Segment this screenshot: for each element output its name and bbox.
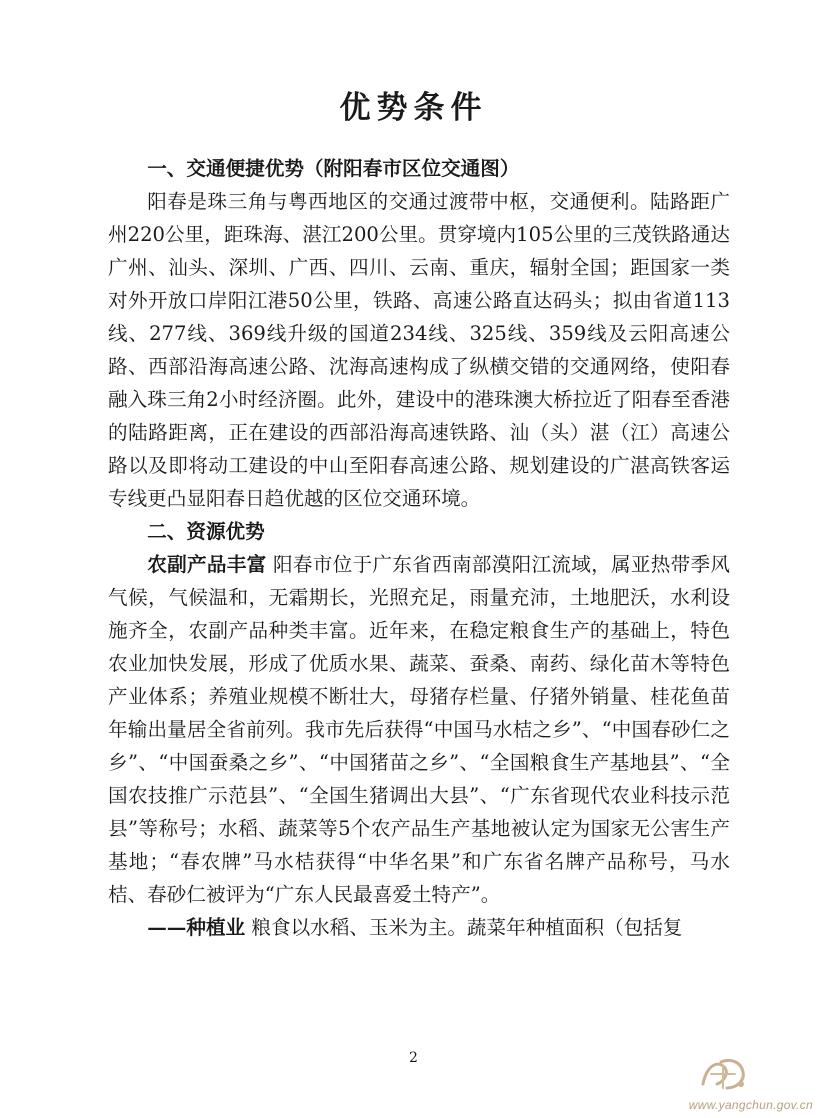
paragraph-text-agriculture: 阳春市位于广东省西南部漠阳江流域，属亚热带季风气候，气候温和，无霜期长，光照充足，雨量充沛，土地肥沃，水利设施齐全，农副产品种类丰富。近年来，在稳定粮食生产的基础上，特色农业加快发展，形成了优质水果、蔬菜、蚕桑、南药、绿化苗木等特色产业体系；养殖业规模不断壮大，母猪存栏量、仔猪外销量、桂花鱼苗年输出量居全省前列。我市先后获得“中国马水桔之乡”、“中国春砂仁之乡”、“中国蚕桑之乡”、“中国猪苗之乡”、“全国粮食生产基地县”、“全国农技推广示范县”、“全国生猪调出大县”、“广东省现代农业科技示范县”等称号；水稻、蔬菜等5个农产品生产基地被认定为国家无公害生产基地；“春农牌”马水桔获得“中华名果”和广东省名牌产品称号，马水桔、春砂仁被评为“广东人民最喜爱土特产”。 <box>108 553 731 906</box>
watermark-seal-icon <box>697 1054 749 1094</box>
section-heading-transport: 一、交通便捷优势（附阳春市区位交通图） <box>147 157 520 180</box>
document-body <box>108 152 730 944</box>
paragraph-text-planting: 粮食以水稻、玉米为主。蔬菜年种植面积（包括复 <box>251 916 683 939</box>
page-number: 2 <box>409 1050 418 1066</box>
paragraph-transport: 阳春是珠三角与粤西地区的交通过渡带中枢，交通便利。陆路距广州220公里，距珠海、湛江200公里。贯穿境内105公里的三茂铁路通达广州、汕头、深圳、广西、四川、云南、重庆，辐射全国；距国家一类对外开放口岸阳江港50公里，铁路、高速公路直达码头；拟由省道113线、277线、369线升级的国道234线、325线、359线及云阳高速公路、西部沿海高速公路、沈海高速构成了纵横交错的交通网络，使阳春融入珠三角2小时经济圈。此外，建设中的港珠澳大桥拉近了阳春至香港的陆路距离，正在建设的西部沿海高速铁路、汕（头）湛（江）高速公路以及即将动工建设的中山至阳春高速公路、规划建设的广湛高铁客运专线更凸显阳春日趋优越的区位交通环境。 <box>108 190 730 510</box>
watermark-url: www.yangchun.gov.cn <box>688 1098 813 1112</box>
page-title: 优势条件 <box>339 90 488 126</box>
watermark <box>673 1054 813 1112</box>
paragraph-lead-planting: ——种植业 <box>147 916 246 939</box>
paragraph-lead-agriculture: 农副产品丰富 <box>147 553 267 576</box>
paragraph-agriculture <box>108 548 730 911</box>
paragraph-planting <box>108 911 730 944</box>
section-heading-resources: 二、资源优势 <box>147 520 265 543</box>
